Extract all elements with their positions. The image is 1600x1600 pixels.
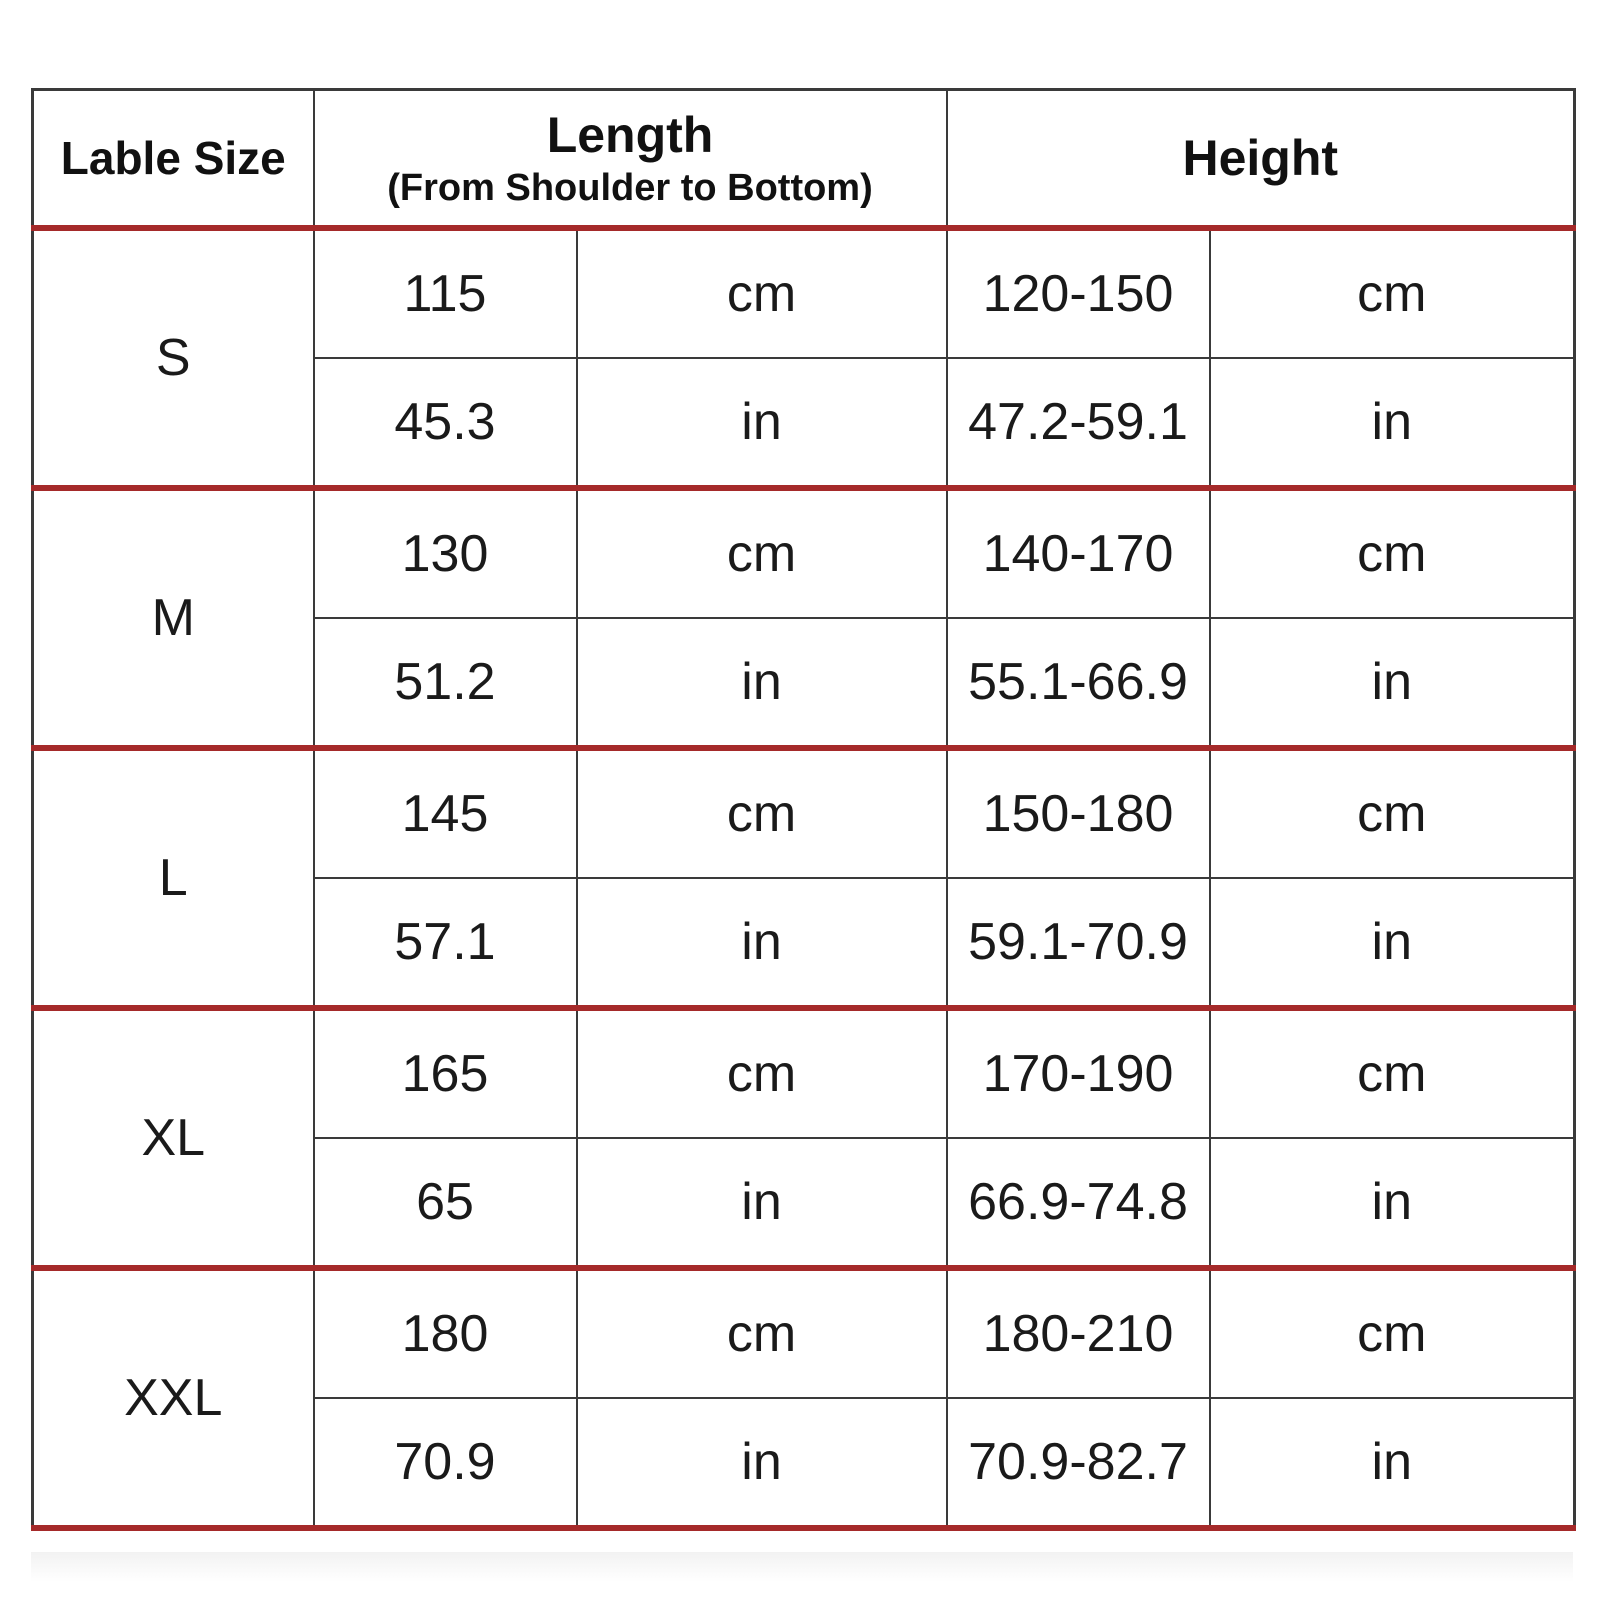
height-in-value: 55.1-66.9	[947, 618, 1210, 748]
size-label: M	[33, 488, 314, 748]
label-size-header: Lable Size	[33, 90, 314, 229]
length-cm-unit: cm	[577, 488, 947, 618]
bottom-fade	[31, 1552, 1573, 1582]
height-cm-unit: cm	[1210, 748, 1575, 878]
length-in-unit: in	[577, 1138, 947, 1268]
height-cm-value: 150-180	[947, 748, 1210, 878]
height-in-value: 66.9-74.8	[947, 1138, 1210, 1268]
size-label: XL	[33, 1008, 314, 1268]
length-in-value: 70.9	[314, 1398, 577, 1528]
length-cm-value: 130	[314, 488, 577, 618]
height-in-unit: in	[1210, 1398, 1575, 1528]
size-label: L	[33, 748, 314, 1008]
length-cm-value: 145	[314, 748, 577, 878]
table-row	[33, 488, 1575, 618]
height-in-unit: in	[1210, 618, 1575, 748]
length-cm-value: 115	[314, 228, 577, 358]
length-in-unit: in	[577, 878, 947, 1008]
size-chart-table	[31, 88, 1576, 1531]
height-in-value: 59.1-70.9	[947, 878, 1210, 1008]
length-cm-unit: cm	[577, 228, 947, 358]
height-in-value: 70.9-82.7	[947, 1398, 1210, 1528]
length-header-title: Length	[546, 107, 714, 163]
length-header-subtitle: (From Shoulder to Bottom)	[387, 167, 873, 209]
height-in-unit: in	[1210, 358, 1575, 488]
height-in-value: 47.2-59.1	[947, 358, 1210, 488]
height-cm-value: 120-150	[947, 228, 1210, 358]
height-cm-value: 170-190	[947, 1008, 1210, 1138]
length-in-unit: in	[577, 358, 947, 488]
length-cm-unit: cm	[577, 748, 947, 878]
length-header	[314, 90, 947, 229]
length-cm-unit: cm	[577, 1008, 947, 1138]
size-label: S	[33, 228, 314, 488]
height-cm-unit: cm	[1210, 228, 1575, 358]
length-in-unit: in	[577, 618, 947, 748]
length-cm-value: 165	[314, 1008, 577, 1138]
height-in-unit: in	[1210, 1138, 1575, 1268]
height-cm-unit: cm	[1210, 488, 1575, 618]
size-label: XXL	[33, 1268, 314, 1528]
table-row	[33, 748, 1575, 878]
length-in-value: 45.3	[314, 358, 577, 488]
header-row	[33, 90, 1575, 229]
length-in-unit: in	[577, 1398, 947, 1528]
length-cm-unit: cm	[577, 1268, 947, 1398]
table-row	[33, 1008, 1575, 1138]
length-in-value: 65	[314, 1138, 577, 1268]
height-header: Height	[947, 90, 1575, 229]
height-cm-value: 140-170	[947, 488, 1210, 618]
length-in-value: 57.1	[314, 878, 577, 1008]
height-cm-unit: cm	[1210, 1008, 1575, 1138]
height-in-unit: in	[1210, 878, 1575, 1008]
length-cm-value: 180	[314, 1268, 577, 1398]
height-cm-unit: cm	[1210, 1268, 1575, 1398]
length-in-value: 51.2	[314, 618, 577, 748]
height-cm-value: 180-210	[947, 1268, 1210, 1398]
table-row	[33, 228, 1575, 358]
table-row	[33, 1268, 1575, 1398]
